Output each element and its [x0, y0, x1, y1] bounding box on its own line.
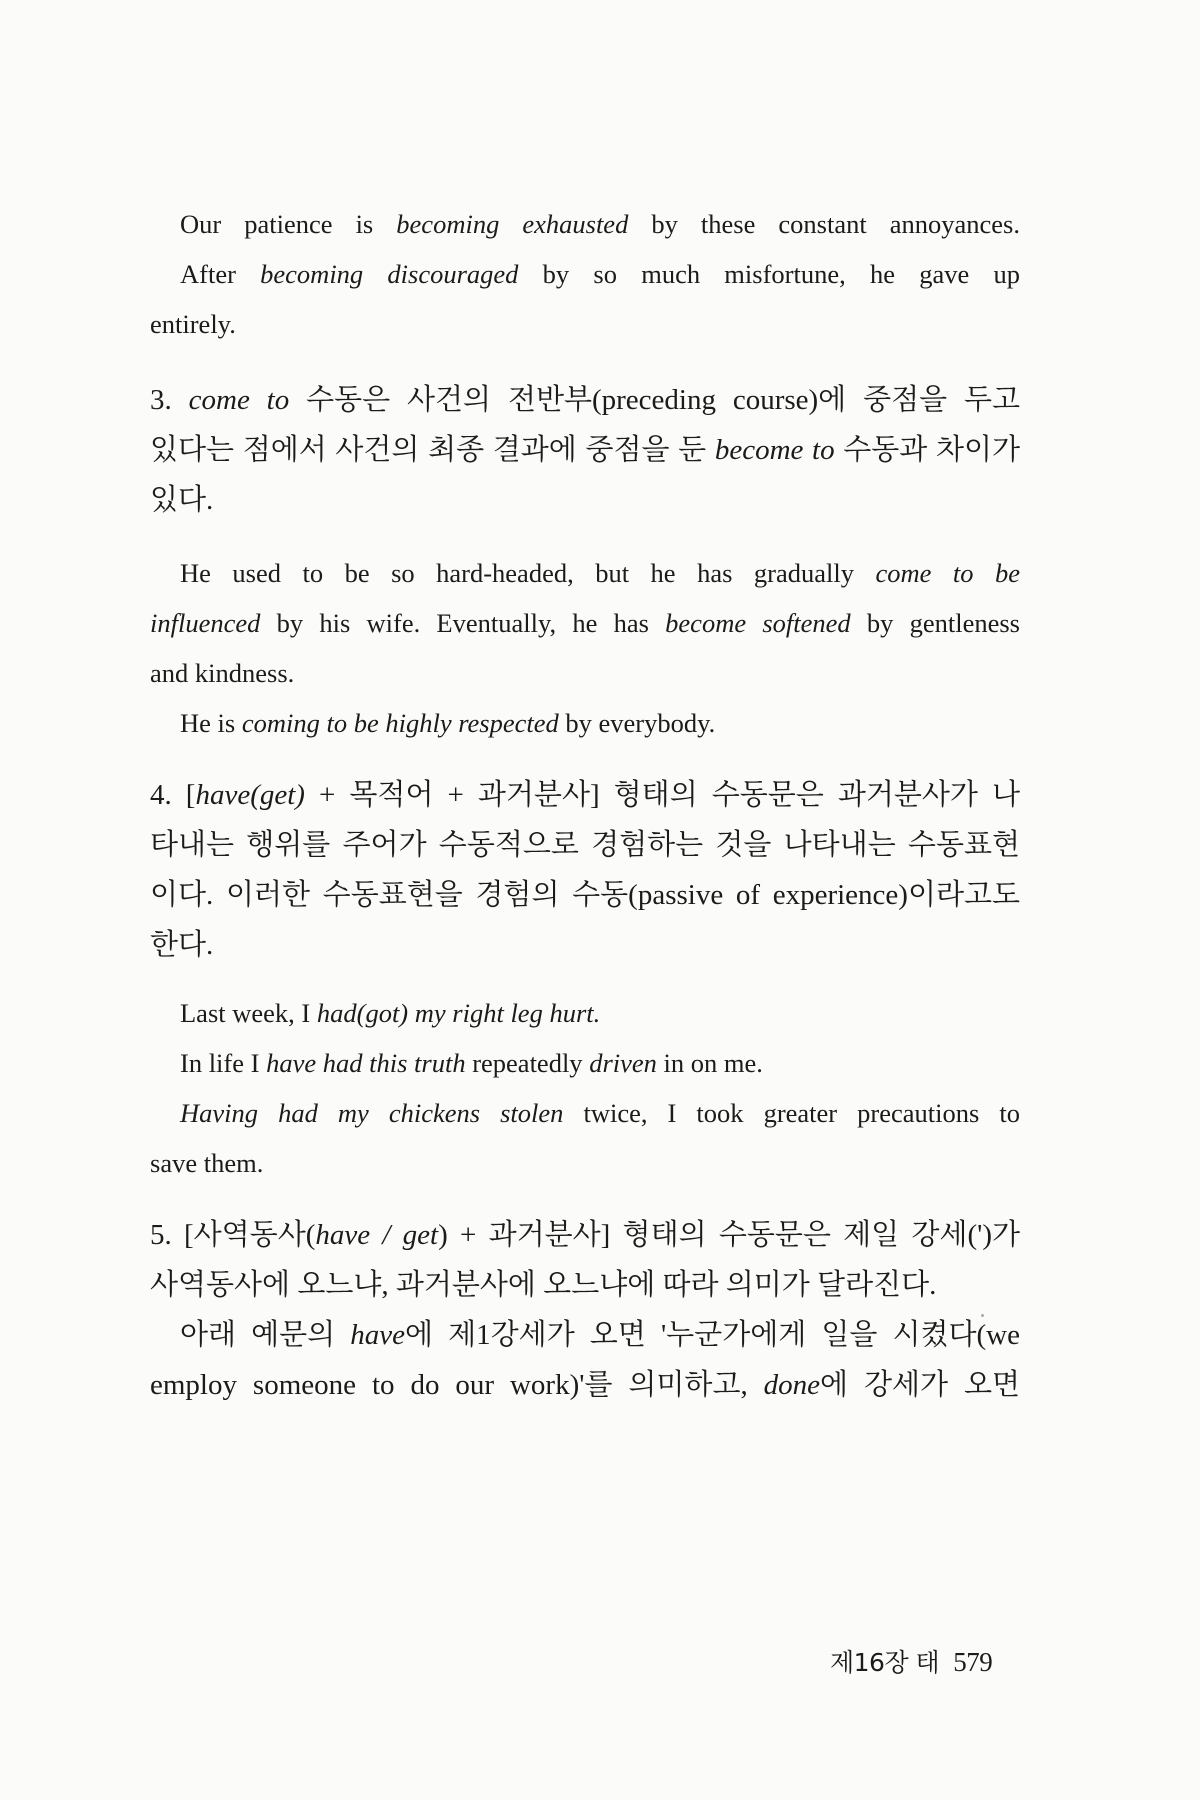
example-line: and kindness. [150, 658, 295, 688]
example-block-2 [150, 548, 1020, 748]
section-line: 있다. [150, 484, 214, 516]
section-line: 사역동사에 오느냐, 과거분사에 오느냐에 따라 의미가 달라진다. [150, 1269, 937, 1301]
example-line: After becoming discouraged by so much misfortune, he gave up [180, 259, 1020, 289]
section-3 [150, 375, 1020, 525]
section-line: 5. [사역동사(have / get) + 과거분사] 형태의 수동문은 제일 강세(')가 [150, 1219, 1020, 1251]
chapter-label: 제16장 태 [830, 1648, 940, 1677]
example-line: In life I have had this truth repeatedly driven in on me. [180, 1048, 763, 1078]
example-line: entirely. [150, 309, 236, 339]
example-line: influenced by his wife. Eventually, he has become softened by gentleness [150, 608, 1020, 638]
section-line: 있다는 점에서 사건의 최종 결과에 중점을 둔 become to 수동과 차이가 [150, 434, 1020, 466]
section-line: 이다. 이러한 수동표현을 경험의 수동(passive of experience)이라고도 [150, 879, 1020, 911]
section-line: employ someone to do our work)'를 의미하고, done에 강세가 오면 [150, 1369, 1020, 1401]
example-block-3 [150, 988, 1020, 1188]
section-line: 3. come to 수동은 사건의 전반부(preceding course)에 중점을 두고 [150, 384, 1021, 416]
example-line: He used to be so hard-headed, but he has gradually come to be [180, 558, 1020, 588]
example-line: Having had my chickens stolen twice, I took greater precautions to [180, 1098, 1020, 1128]
section-line: 타내는 행위를 주어가 수동적으로 경험하는 것을 나타내는 수동표현 [150, 829, 1020, 861]
example-line: Our patience is becoming exhausted by these constant annoyances. [180, 209, 1020, 239]
section-line: 한다. [150, 929, 214, 961]
example-line: save them. [150, 1148, 264, 1178]
section-line: 아래 예문의 have에 제1강세가 오면 '누군가에게 일을 시켰다(we [180, 1319, 1020, 1351]
page-footer [830, 1643, 992, 1679]
page-number: 579 [953, 1647, 993, 1677]
section-5 [150, 1210, 1020, 1410]
example-line: Last week, I had(got) my right leg hurt. [180, 998, 601, 1028]
section-4 [150, 770, 1020, 970]
example-block-1 [150, 199, 1020, 349]
section-line: 4. [have(get) + 목적어 + 과거분사] 형태의 수동문은 과거분사가 나 [150, 779, 1020, 811]
example-line: He is coming to be highly respected by everybody. [180, 708, 716, 738]
